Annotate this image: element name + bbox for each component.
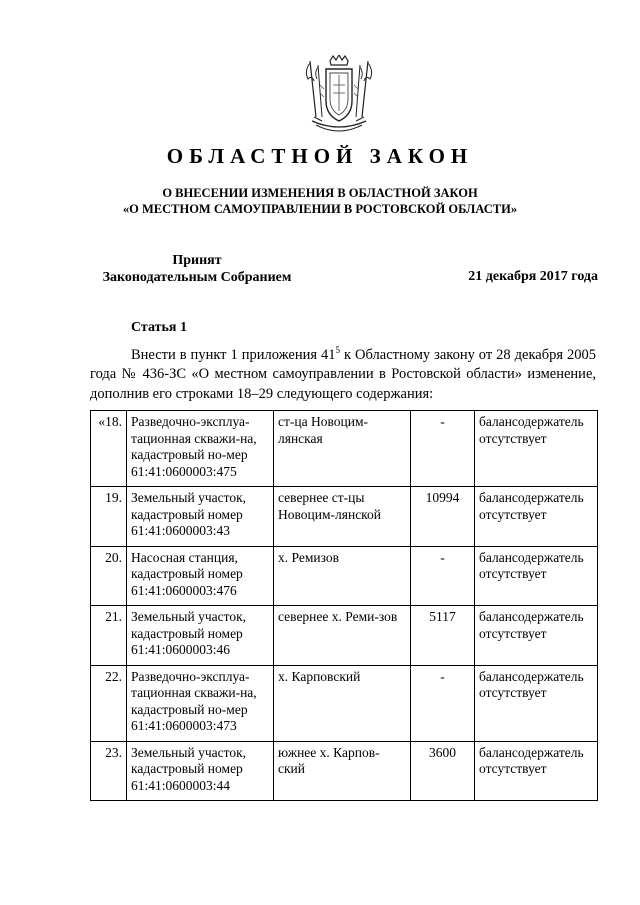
table-row bbox=[91, 665, 598, 741]
appendix-superscript: 5 bbox=[335, 345, 341, 355]
object-location-cell: х. Карповский bbox=[274, 665, 411, 741]
object-area-cell: - bbox=[411, 665, 475, 741]
property-table bbox=[90, 410, 598, 801]
row-number-cell: 23. bbox=[91, 741, 127, 801]
object-location-cell: ст-ца Новоцим-лянская bbox=[274, 411, 411, 487]
object-owner-cell: балансодержатель отсутствует bbox=[475, 606, 598, 666]
subtitle-line-1: О ВНЕСЕНИИ ИЗМЕНЕНИЯ В ОБЛАСТНОЙ ЗАКОН bbox=[162, 186, 478, 200]
row-number-cell: 19. bbox=[91, 487, 127, 547]
object-name-cell: Разведочно-эксплуа-тационная скважи-на, кадастровый но-мер 61:41:0600003:473 bbox=[127, 665, 274, 741]
table-row bbox=[91, 546, 598, 606]
adoption-line-1: Принят bbox=[172, 253, 222, 268]
object-area-cell: 10994 bbox=[411, 487, 475, 547]
object-name-cell: Земельный участок, кадастровый номер 61:41:0600003:46 bbox=[127, 606, 274, 666]
table-row bbox=[91, 741, 598, 801]
object-owner-cell: балансодержатель отсутствует bbox=[475, 411, 598, 487]
object-location-cell: южнее х. Карпов-ский bbox=[274, 741, 411, 801]
object-location-cell: севернее ст-цы Новоцим-лянской bbox=[274, 487, 411, 547]
table-row bbox=[91, 411, 598, 487]
adoption-date: 21 декабря 2017 года bbox=[468, 269, 598, 284]
document-subtitle bbox=[80, 185, 560, 217]
object-owner-cell: балансодержатель отсутствует bbox=[475, 546, 598, 606]
object-location-cell: севернее х. Реми-зов bbox=[274, 606, 411, 666]
article-paragraph bbox=[90, 341, 596, 404]
row-number-cell: 22. bbox=[91, 665, 127, 741]
object-area-cell: - bbox=[411, 411, 475, 487]
table-row bbox=[91, 487, 598, 547]
row-number-cell: 20. bbox=[91, 546, 127, 606]
object-area-cell: - bbox=[411, 546, 475, 606]
row-number-cell: «18. bbox=[91, 411, 127, 487]
object-name-cell: Земельный участок, кадастровый номер 61:41:0600003:44 bbox=[127, 741, 274, 801]
coat-of-arms-icon bbox=[302, 55, 376, 137]
adoption-block bbox=[92, 252, 302, 286]
paragraph-text-start: Внести в пункт 1 приложения 41 bbox=[131, 346, 336, 363]
subtitle-line-2: «О МЕСТНОМ САМОУПРАВЛЕНИИ В РОСТОВСКОЙ ОБЛАСТИ» bbox=[122, 202, 518, 216]
object-owner-cell: балансодержатель отсутствует bbox=[475, 665, 598, 741]
paragraph-text-end: к Областному закону от 28 декабря 2005 года № 436-ЗС «О местном самоуправлении в Ростовской области» изменение, дополнив его строками 18–29 следующего содержания: bbox=[90, 346, 596, 402]
article-heading: Статья 1 bbox=[131, 320, 187, 335]
row-number-cell: 21. bbox=[91, 606, 127, 666]
table-row bbox=[91, 606, 598, 666]
object-location-cell: х. Ремизов bbox=[274, 546, 411, 606]
document-title: ОБЛАСТНОЙ ЗАКОН bbox=[166, 144, 474, 168]
object-name-cell: Разведочно-эксплуа-тационная скважи-на, кадастровый но-мер 61:41:0600003:475 bbox=[127, 411, 274, 487]
object-name-cell: Насосная станция, кадастровый номер 61:41:0600003:476 bbox=[127, 546, 274, 606]
adoption-line-2: Законодательным Собранием bbox=[102, 270, 292, 285]
object-area-cell: 3600 bbox=[411, 741, 475, 801]
object-owner-cell: балансодержатель отсутствует bbox=[475, 487, 598, 547]
object-name-cell: Земельный участок, кадастровый номер 61:41:0600003:43 bbox=[127, 487, 274, 547]
object-owner-cell: балансодержатель отсутствует bbox=[475, 741, 598, 801]
object-area-cell: 5117 bbox=[411, 606, 475, 666]
